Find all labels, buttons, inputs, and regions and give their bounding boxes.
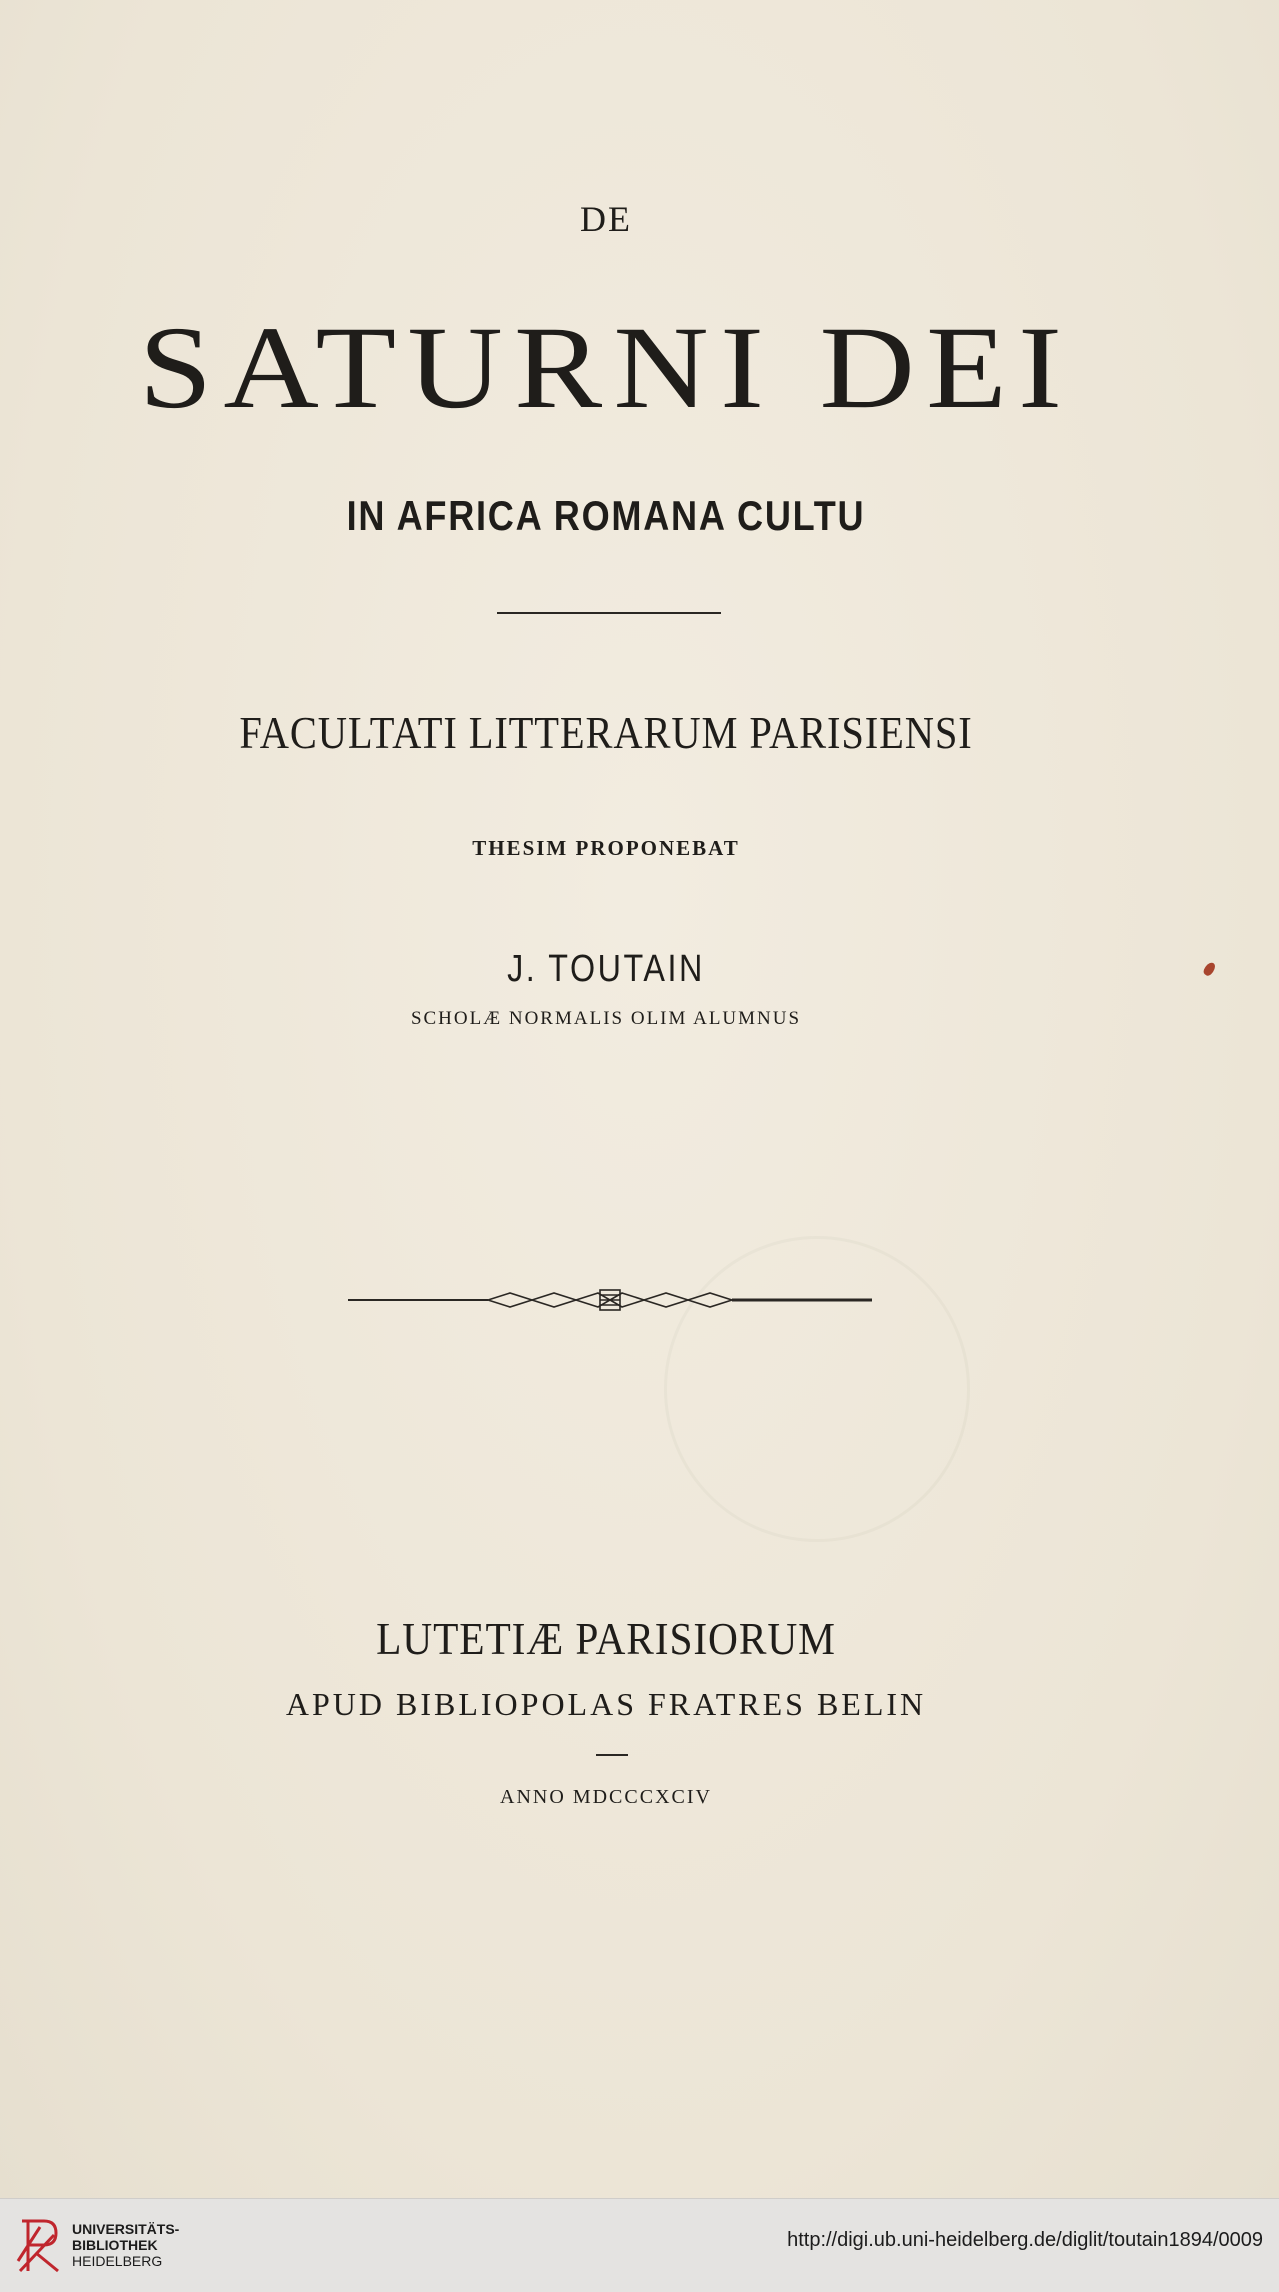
imprint-publisher: APUD BIBLIOPOLAS FRATRES BELIN: [285, 1686, 927, 1722]
imprint-divider: [596, 1754, 628, 1756]
thesis-line: THESIM PROPONEBAT: [472, 836, 740, 860]
imprint-place: LUTETIÆ PARISIORUM: [376, 1613, 836, 1664]
permalink-url[interactable]: http://digi.ub.uni-heidelberg.de/diglit/toutain1894/0009: [787, 2229, 1263, 2251]
title-preposition: DE: [580, 199, 632, 239]
title-divider: [497, 612, 721, 614]
library-name-line1: UNIVERSITÄTS-: [72, 2221, 180, 2237]
library-name: [72, 2221, 179, 2269]
digitization-footer: [0, 2198, 1279, 2292]
faculty-dedication: FACULTATI LITTERARUM PARISIENSI: [239, 707, 973, 758]
ink-stain: [1202, 961, 1217, 978]
main-title: SATURNI DEI: [138, 302, 1074, 433]
imprint-year: ANNO MDCCCXCIV: [500, 1786, 712, 1808]
author-name: J. TOUTAIN: [507, 948, 705, 990]
library-name-line2: BIBLIOTHEK: [72, 2237, 158, 2253]
library-name-line3: HEIDELBERG: [72, 2253, 163, 2269]
author-note: SCHOLÆ NORMALIS OLIM ALUMNUS: [410, 1008, 802, 1029]
library-logo-icon[interactable]: [14, 2213, 66, 2277]
ornament-divider: [348, 1280, 872, 1320]
subtitle: IN AFRICA ROMANA CULTU: [346, 492, 866, 539]
